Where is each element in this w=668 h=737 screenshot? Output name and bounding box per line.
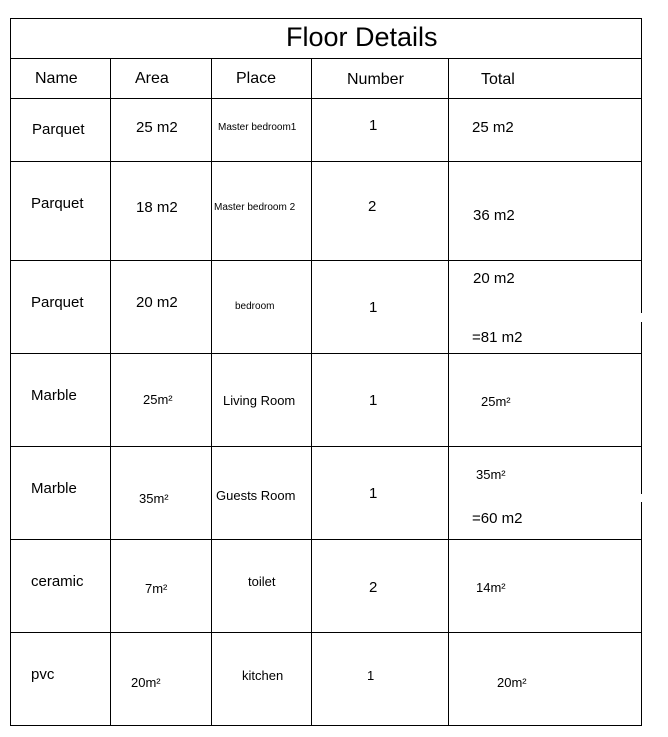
- table-title: Floor Details: [286, 22, 438, 52]
- row-divider: [10, 539, 642, 540]
- title-divider: [10, 58, 642, 59]
- column-divider: [448, 58, 449, 726]
- cell-area: 35m²: [139, 491, 169, 506]
- table-border-top: [10, 18, 642, 19]
- cell-number: 1: [367, 668, 375, 683]
- cell-total: 14m²: [476, 580, 506, 595]
- cell-name: Parquet: [31, 195, 84, 212]
- cell-name: Parquet: [31, 294, 84, 311]
- table-border-left: [10, 18, 11, 726]
- cell-total-sum: =81 m2: [472, 329, 523, 346]
- header-number: Number: [347, 71, 404, 88]
- cell-name: Marble: [31, 387, 77, 404]
- table-border-right: [641, 322, 642, 494]
- table-border-right: [641, 18, 642, 313]
- table-border-right: [641, 502, 642, 726]
- cell-place: Guests Room: [216, 488, 296, 503]
- cell-number: 2: [368, 198, 377, 215]
- cell-place: Living Room: [223, 393, 296, 408]
- cell-place: bedroom: [235, 301, 275, 312]
- header-area: Area: [135, 70, 169, 87]
- header-name: Name: [35, 70, 78, 87]
- cell-area: 20m²: [131, 675, 161, 690]
- row-divider: [10, 161, 642, 162]
- column-divider: [211, 58, 212, 726]
- cell-number: 1: [369, 392, 378, 409]
- row-divider: [10, 632, 642, 633]
- cell-number: 1: [369, 299, 378, 316]
- column-divider: [110, 58, 111, 726]
- cell-number: 1: [369, 117, 378, 134]
- cell-total: 36 m2: [473, 207, 515, 224]
- row-divider: [10, 446, 642, 447]
- cell-area: 18 m2: [136, 199, 178, 216]
- cell-total: 25m²: [481, 394, 511, 409]
- cell-name: ceramic: [31, 573, 84, 590]
- column-divider: [311, 58, 312, 726]
- cell-number: 2: [369, 579, 378, 596]
- cell-total: 35m²: [476, 467, 506, 482]
- cell-total: 25 m2: [472, 119, 514, 136]
- cell-area: 20 m2: [136, 294, 178, 311]
- cell-total: 20 m2: [473, 270, 515, 287]
- row-divider: [10, 353, 642, 354]
- header-place: Place: [236, 70, 277, 87]
- header-divider: [10, 98, 642, 99]
- cell-name: pvc: [31, 666, 55, 683]
- cell-place: Master bedroom1: [218, 122, 297, 133]
- cell-number: 1: [369, 485, 378, 502]
- header-total: Total: [481, 71, 515, 88]
- cell-area: 25m²: [143, 392, 173, 407]
- cell-total: 20m²: [497, 675, 527, 690]
- cell-place: Master bedroom 2: [214, 202, 296, 213]
- cell-place: kitchen: [242, 668, 284, 683]
- table-border-bottom: [10, 725, 642, 726]
- cell-name: Marble: [31, 480, 77, 497]
- row-divider: [10, 260, 642, 261]
- cell-name: Parquet: [32, 121, 85, 138]
- cell-area: 7m²: [145, 581, 168, 596]
- cell-place: toilet: [248, 574, 276, 589]
- cell-area: 25 m2: [136, 119, 178, 136]
- cell-total-sum: =60 m2: [472, 510, 523, 527]
